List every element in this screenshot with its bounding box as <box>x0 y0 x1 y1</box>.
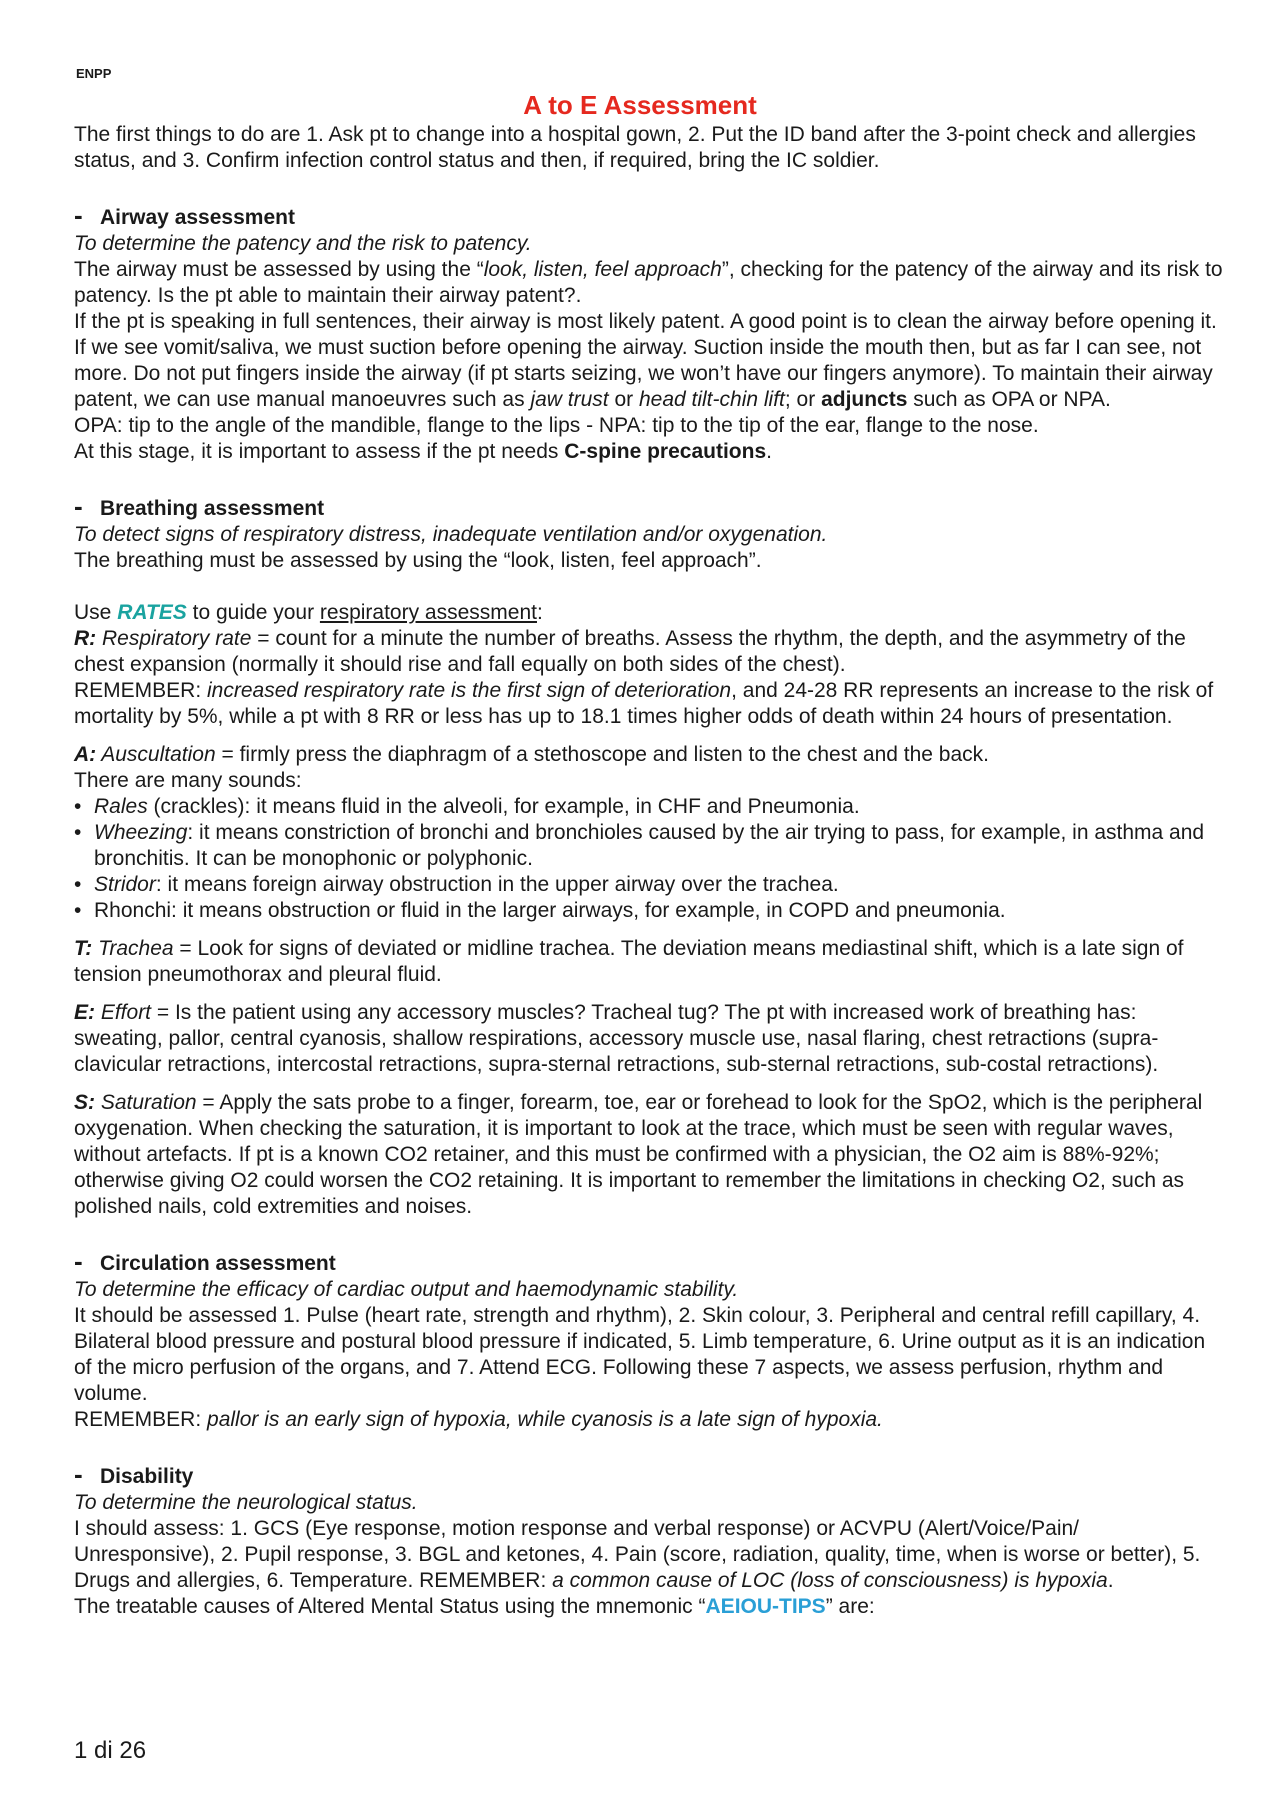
page-title: A to E Assessment <box>523 90 757 120</box>
circulation-heading: - Circulation assessment <box>74 1246 336 1276</box>
airway-paragraph-2: If the pt is speaking in full sentences, their airway is most likely patent. A good point is to clean the airway before opening it. If we see vomit/saliva, we must suction before opening the airway. Suction inside the mouth then, but as far I can see, not more. Do not put fingers inside the airway (if pt starts seizing, we won’t have our fingers anymore). To maintain their airway patent, we can use manual manoeuvres such as jaw trust or head tilt-chin lift; or adjuncts such as OPA or NPA. <box>74 310 1217 411</box>
airway-heading: - Airway assessment <box>74 200 295 230</box>
circulation-aim: To determine the efficacy of cardiac output and haemodynamic stability. <box>74 1278 739 1301</box>
disability-aim: To determine the neurological status. <box>74 1491 418 1514</box>
disability-paragraph-1: I should assess: 1. GCS (Eye response, motion response and verbal response) or ACVPU (Alert/Voice/Pain/ Unresponsive), 2. Pupil response, 3. BGL and ketones, 4. Pain (score, radiation, quality, time, when is worse or better), 5. Drugs and allergies, 6. Temperature. REMEMBER: a common cause of LOC (loss of consciousness) is hypoxia. <box>74 1517 1201 1592</box>
document-body <box>74 122 1224 1620</box>
breathing-aim: To detect signs of respiratory distress, inadequate ventilation and/or oxygenation. <box>74 523 828 546</box>
disability-paragraph-2: The treatable causes of Altered Mental Status using the mnemonic “AEIOU-TIPS” are: <box>74 1595 875 1618</box>
document-header: ENPP <box>76 66 112 81</box>
airway-paragraph-4: At this stage, it is important to assess if the pt needs C-spine precautions. <box>74 440 772 463</box>
rates-e: E: Effort = Is the patient using any accessory muscles? Tracheal tug? The pt with increased work of breathing has: sweating, pallor, central cyanosis, shallow respirations, accessory muscle use, nasal flaring, chest retractions (supra-clavicular retractions, intercostal retractions, supra-sternal retractions, sub-sternal retractions, sub-costal retractions). <box>74 1001 1159 1076</box>
intro-paragraph: The first things to do are 1. Ask pt to change into a hospital gown, 2. Put the ID band after the 3-point check and allergies status, and 3. Confirm infection control status and then, if required, bring the IC soldier. <box>74 123 1196 172</box>
rates-a-sounds: There are many sounds: <box>74 769 302 792</box>
disability-heading: - Disability <box>74 1459 194 1489</box>
airway-aim: To determine the patency and the risk to patency. <box>74 232 532 255</box>
circulation-remember: REMEMBER: pallor is an early sign of hypoxia, while cyanosis is a late sign of hypoxia. <box>74 1408 883 1431</box>
rates-r: R: Respiratory rate = count for a minute the number of breaths. Assess the rhythm, the depth, and the asymmetry of the chest expansion (normally it should rise and fall equally on both sides of the chest). <box>74 627 1186 676</box>
rates-a: A: Auscultation = firmly press the diaphragm of a stethoscope and listen to the chest and the back. <box>74 743 990 766</box>
airway-paragraph-3: OPA: tip to the angle of the mandible, flange to the lips - NPA: tip to the tip of the ear, flange to the nose. <box>74 414 1039 437</box>
page-number: 1 di 26 <box>74 1737 147 1764</box>
airway-paragraph-1: The airway must be assessed by using the “look, listen, feel approach”, checking for the patency of the airway and its risk to patency. Is the pt able to maintain their airway patent?. <box>74 258 1223 307</box>
circulation-paragraph-1: It should be assessed 1. Pulse (heart rate, strength and rhythm), 2. Skin colour, 3. Peripheral and central refill capillary, 4. Bilateral blood pressure and postural blood pressure if indicated, 5. Limb temperature, 6. Urine output as it is an indication of the micro perfusion of the organs, and 7. Attend ECG. Following these 7 aspects, we assess perfusion, rhythm and volume. <box>74 1304 1206 1405</box>
list-item: • Wheezing: it means constriction of bronchi and bronchioles caused by the air trying to pass, for example, in asthma and bronchitis. It can be monophonic or polyphonic. <box>74 820 1224 872</box>
list-item: • Rales (crackles): it means fluid in the alveoli, for example, in CHF and Pneumonia. <box>74 794 1224 820</box>
rates-intro: Use RATES to guide your respiratory assessment: <box>74 601 543 624</box>
rates-t: T: Trachea = Look for signs of deviated or midline trachea. The deviation means mediastinal shift, which is a late sign of tension pneumothorax and pleural fluid. <box>74 937 1184 986</box>
breathing-heading: - Breathing assessment <box>74 491 325 521</box>
list-item: • Stridor: it means foreign airway obstruction in the upper airway over the trachea. <box>74 872 1224 898</box>
sounds-list <box>74 794 1224 924</box>
rates-s: S: Saturation = Apply the sats probe to a finger, forearm, toe, ear or forehead to look for the SpO2, which is the peripheral oxygenation. When checking the saturation, it is important to look at the trace, which must be seen with regular waves, without artefacts. If pt is a known CO2 retainer, and this must be confirmed with a physician, the O2 aim is 88%-92%; otherwise giving O2 could worsen the CO2 retaining. It is important to remember the limitations in checking O2, such as polished nails, cold extremities and noises. <box>74 1091 1203 1218</box>
list-item: • Rhonchi: it means obstruction or fluid in the larger airways, for example, in COPD and pneumonia. <box>74 898 1224 924</box>
rates-r-remember: REMEMBER: increased respiratory rate is the first sign of deterioration, and 24-28 RR represents an increase to the risk of mortality by 5%, while a pt with 8 RR or less has up to 18.1 times higher odds of death within 24 hours of presentation. <box>74 679 1214 728</box>
breathing-paragraph-1: The breathing must be assessed by using the “look, listen, feel approach”. <box>74 549 762 572</box>
